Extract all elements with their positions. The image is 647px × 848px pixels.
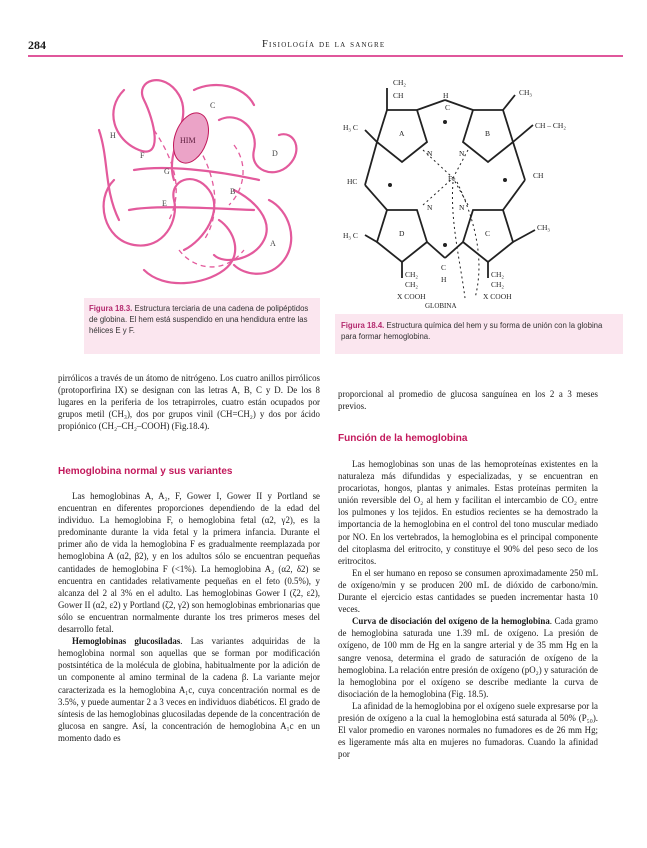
page-number: 284: [28, 38, 46, 52]
globin-chain-illustration: [84, 70, 320, 298]
section-title-funcion-hemoglobina: Función de la hemoglobina: [338, 433, 468, 444]
left-paragraph-2: Hemoglobinas glucosiladas. Las variantes adquiridas de la hemoglobina normal son aquellas que se forman por modificación postsintética de la molécula de globina, habitualmente por la adición de un componente al amino terminal de la cadena β. La variante mejor caracterizada es la hemoglobina A₁c, cuya concentración normal es de 3.5%, y puede aumentar 2 a 3 veces en individuos diabéticos. El grado de síntesis de las hemoglobinas glucosiladas depende de la concentración de glucosa en sangre. Así, la concentración de hemoglobina A₁c en un momento dado es: [58, 636, 320, 743]
right-intro-paragraph: proporcional al promedio de glucosa sanguínea en los 2 a 3 meses previos.: [338, 389, 598, 412]
svg-text:D: D: [399, 229, 405, 238]
svg-text:A: A: [270, 239, 276, 248]
figure-18-4-caption: Figura 18.4. Estructura química del hem y su forma de unión con la globina para formar hemoglobina.: [341, 321, 603, 341]
svg-text:CH₃: CH₃: [519, 88, 533, 97]
right-paragraph-1: Las hemoglobinas son unas de las hemoproteínas existentes en la naturaleza más difundidas y especializadas, y se encuentran en procariotas, hongos, plantas y animales. Estas proteínas permiten la unión reversible del O₂ al hem y facilitan el intercambio de CO₂ entre los pulmones y los tejidos. En estudios recientes se ha demostrado la importancia de la hemoglobina en el control del tono muscular mediado por NO. En los vertebrados, la hemoglobina es el principal componente del citoplasma del eritrocito, y constituye el 90% del peso seco de los eritrocitos.: [338, 459, 598, 566]
svg-text:CH – CH₂: CH – CH₂: [535, 121, 566, 130]
svg-text:N: N: [427, 149, 433, 158]
svg-text:D: D: [272, 149, 278, 158]
svg-text:X COOH: X COOH: [397, 292, 426, 301]
right-paragraph-2: En el ser humano en reposo se consumen aproximadamente 250 mL de oxígeno/min y se producen 200 mL de dióxido de carbono/min. Durante el ejercicio estas cantidades se pueden incrementar hasta 10 veces.: [338, 567, 598, 615]
svg-text:B: B: [485, 129, 491, 138]
svg-text:CH: CH: [393, 91, 404, 100]
right-paragraph-4: La afinidad de la hemoglobina por el oxígeno suele expresarse por la presión de oxígeno a la cual la hemoglobina está saturada al 50% (P₅₀). El valor promedio en varones normales no fumadores es de 26 mm Hg; es ligeramente más alta en mujeres no fumadoras. Cuando la afinidad por: [338, 700, 598, 760]
svg-text:N: N: [459, 203, 465, 212]
svg-text:CH₃: CH₃: [537, 223, 551, 232]
running-title: Fisiología de la sangre: [262, 39, 386, 50]
figure-18-3: [84, 70, 320, 354]
figure-18-3-caption: Figura 18.3. Estructura terciaria de una cadena de polipéptidos de globina. El hem está suspendido en una hendidura entre las hélices E y F.: [89, 304, 309, 335]
svg-text:F: F: [140, 151, 145, 160]
svg-text:CH₂: CH₂: [491, 280, 505, 289]
heme-structure-diagram: [335, 70, 615, 310]
right-column: [338, 388, 598, 412]
svg-text:E: E: [162, 199, 167, 208]
svg-text:HIM: HIM: [180, 136, 196, 145]
svg-text:A: A: [399, 129, 405, 138]
figure-18-4-caption-box: [335, 314, 623, 354]
svg-text:N: N: [427, 203, 433, 212]
svg-text:CH₂: CH₂: [393, 78, 407, 87]
svg-text:H: H: [441, 275, 447, 284]
svg-text:H: H: [110, 131, 116, 140]
svg-text:B: B: [230, 187, 236, 196]
svg-text:CH₂: CH₂: [405, 270, 419, 279]
left-column-body: [58, 490, 320, 744]
svg-text:CH₂: CH₂: [405, 280, 419, 289]
svg-text:X COOH: X COOH: [483, 292, 512, 301]
right-paragraph-3: Curva de disociación del oxígeno de la hemoglobina. Cada gramo de hemoglobina saturada une 1.39 mL de oxígeno. La presión de oxígeno, de 100 mm de Hg en la sangre arterial y de 35 mm Hg en la sangre venosa, determina el grado de saturación de oxígeno de la hemoglobina. La relación entre presión de oxígeno (pO₂) y saturación de la hemoglobina por el oxígeno se describe mediante la curva de disociación de la hemoglobina (Fig. 18.5).: [338, 616, 598, 699]
svg-text:H: H: [443, 91, 449, 100]
svg-text:Fe: Fe: [448, 174, 456, 183]
left-column: [58, 372, 320, 432]
svg-text:CH: CH: [533, 171, 544, 180]
svg-text:H₃ C: H₃ C: [343, 123, 358, 132]
svg-text:C: C: [441, 263, 447, 272]
svg-text:GLOBINA: GLOBINA: [425, 302, 457, 310]
svg-text:CH₂: CH₂: [491, 270, 505, 279]
svg-text:G: G: [164, 167, 170, 176]
svg-text:N: N: [459, 149, 465, 158]
section-title-hemoglobina-normal: Hemoglobina normal y sus variantes: [58, 466, 233, 477]
svg-text:HC: HC: [347, 177, 358, 186]
svg-text:C: C: [210, 101, 216, 110]
right-column-body: [338, 458, 598, 760]
header-rule: [28, 55, 623, 57]
svg-text:C: C: [445, 103, 451, 112]
left-intro-paragraph: pirrólicos a través de un átomo de nitrógeno. Los cuatro anillos pirrólicos (protoporfirina IX) se designan con las letras A, B, C y D. De los 8 lugares en la periferia de los tetrapirroles, cuatro están ocupados por grupos metil (CH₃), dos por grupos vinil (CH=CH₂) y dos por ácido propiónico (CH₂–CH₂–COOH) (Fig.18.4).: [58, 373, 320, 432]
svg-text:C: C: [485, 229, 491, 238]
left-paragraph-1: Las hemoglobinas A, A₂, F, Gower I, Gower II y Portland se encuentran en diferentes proporciones dependiendo de la edad del individuo. La hemoglobina F, o hemoglobina fetal (α2, γ2), es la predominante durante la vida fetal y la primera infancia. Durante el primer año de vida la hemoglobina F es gradualmente reemplazada por hemoglobina A (α2, β2), y en los adultos sólo se encuentran pequeñas cantidades de hemoglobina F (<1%). La hemoglobina A₂ (α2, δ2) se encuentra en cantidades relativamente pequeñas en el feto (0.5%), y alcanza del 2 al 3% en el adulto. Las hemoglobinas Gower I (ζ2, ε2), Gower II (α2, ε2) y Portland (ζ2, γ2) son hemoglobinas embrionarias que sólo se encuentran normalmente durante los tres primeros meses del desarrollo fetal.: [58, 491, 320, 635]
svg-text:H₃ C: H₃ C: [343, 231, 358, 240]
